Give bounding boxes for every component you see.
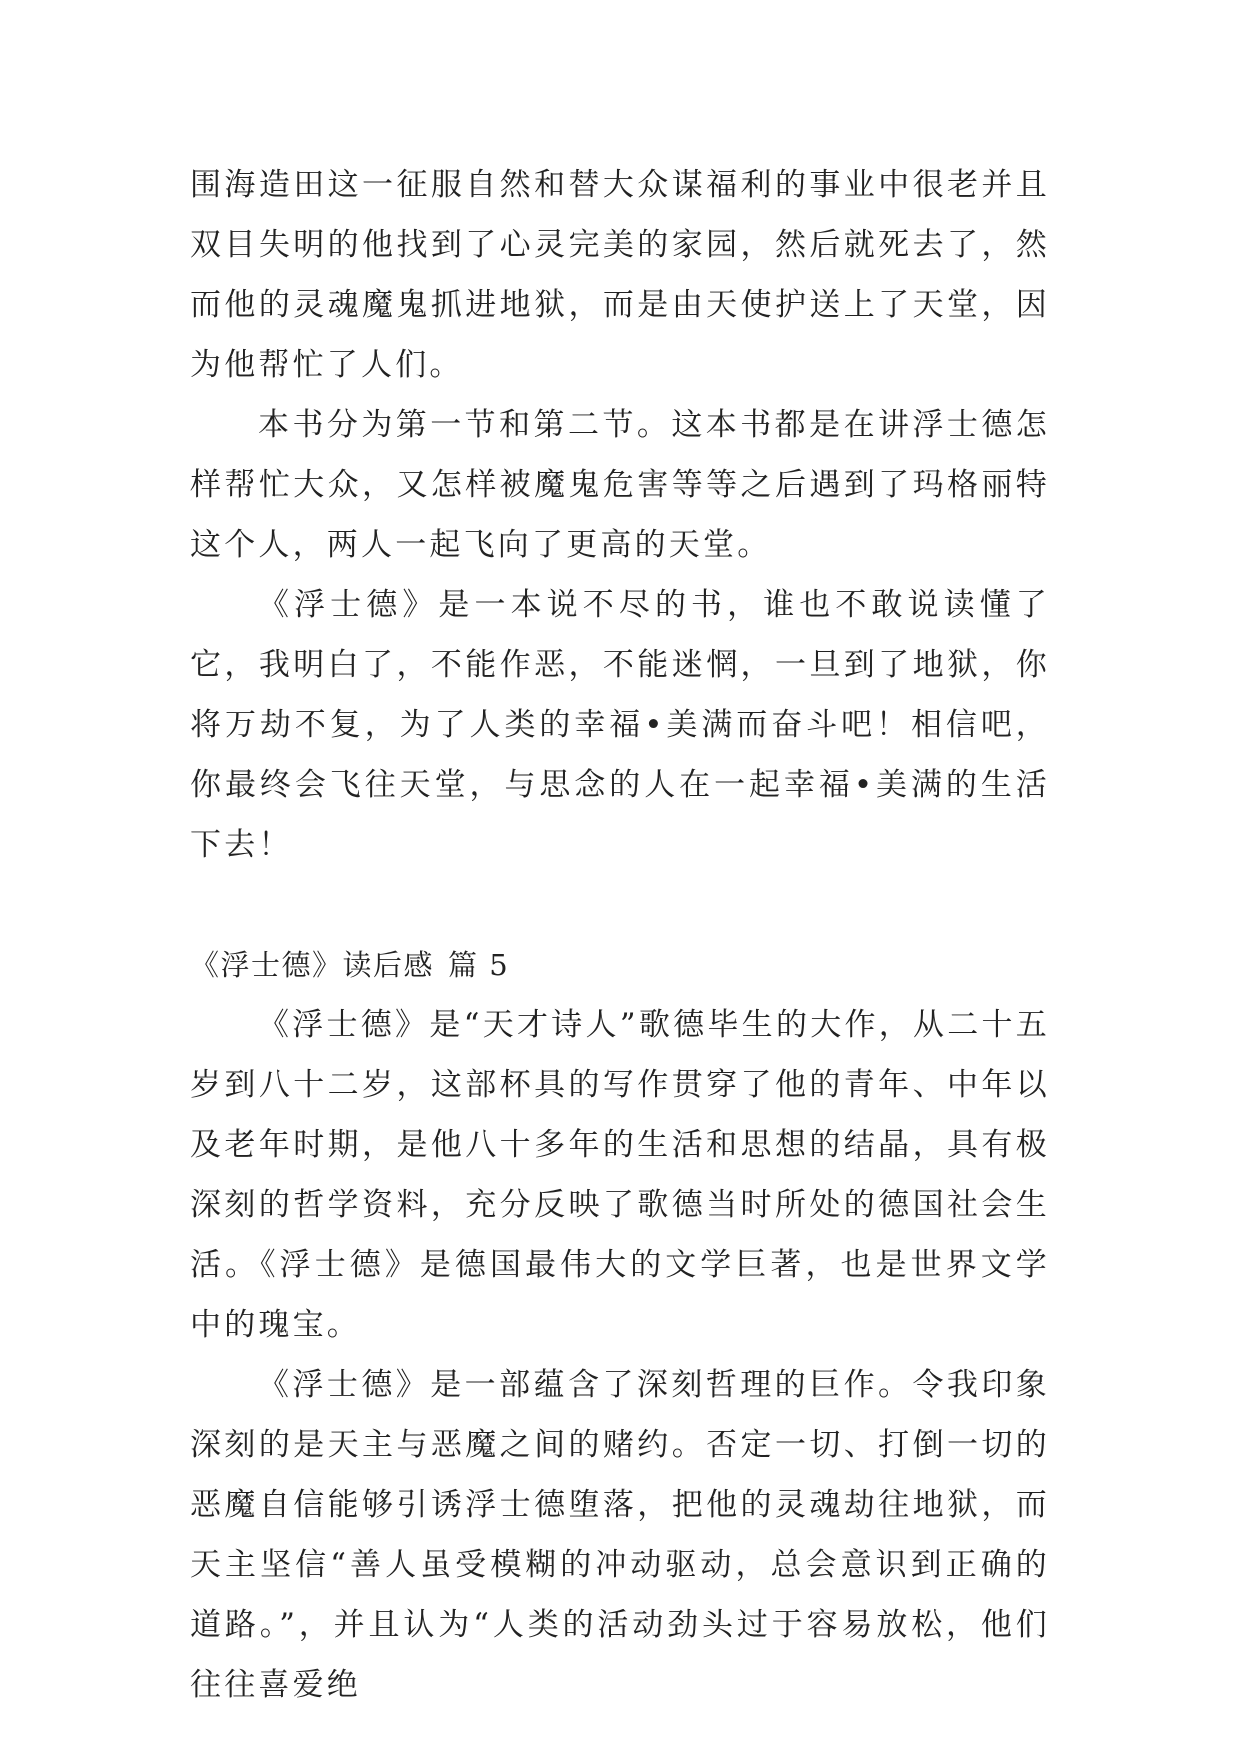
section-spacer [190, 875, 1050, 935]
paragraph-2: 本书分为第一节和第二节。这本书都是在讲浮士德怎样帮忙大众，又怎样被魔鬼危害等等之后遇到了玛格丽特这个人，两人一起飞向了更高的天堂。 [190, 407, 1050, 563]
section-heading-title: 《浮士德》读后感 [190, 948, 435, 982]
paragraph-5: 《浮士德》是一部蕴含了深刻哲理的巨作。令我印象深刻的是天主与恶魔之间的赌约。否定一切、打倒一切的恶魔自信能够引诱浮士德堕落，把他的灵魂劫往地狱，而天主坚信“善人虽受模糊的冲动驱动，总会意识到正确的道路。”，并且认为“人类的活动劲头过于容易放松，他们往往喜爱绝 [190, 1367, 1050, 1703]
paragraph-4: 《浮士德》是“天才诗人”歌德毕生的大作，从二十五岁到八十二岁，这部杯具的写作贯穿了他的青年、中年以及老年时期，是他八十多年的生活和思想的结晶，具有极深刻的哲学资料，充分反映了歌德当时所处的德国社会生活。《浮士德》是德国最伟大的文学巨著，也是世界文学中的瑰宝。 [190, 1007, 1050, 1343]
section-heading-number: 篇 5 [448, 948, 510, 982]
paragraph-3: 《浮士德》是一本说不尽的书，谁也不敢说读懂了它，我明白了，不能作恶，不能迷惘，一旦到了地狱，你将万劫不复，为了人类的幸福•美满而奋斗吧！相信吧，你最终会飞往天堂，与思念的人在一起幸福•美满的生活下去！ [190, 587, 1050, 863]
document-body [190, 155, 1050, 1715]
section-heading [190, 935, 1050, 995]
paragraph-1: 围海造田这一征服自然和替大众谋福利的事业中很老并且双目失明的他找到了心灵完美的家园，然后就死去了，然而他的灵魂魔鬼抓进地狱，而是由天使护送上了天堂，因为他帮忙了人们。 [190, 167, 1050, 383]
